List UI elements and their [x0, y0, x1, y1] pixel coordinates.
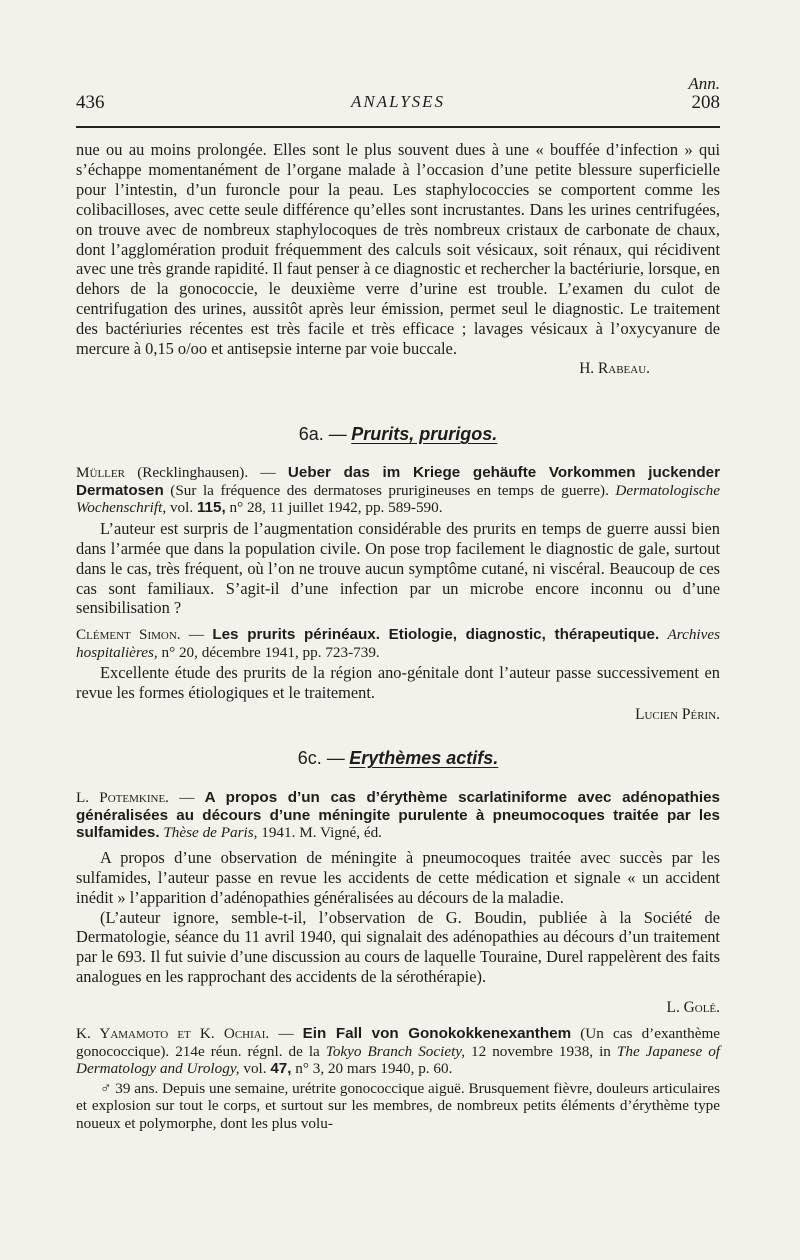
abstract-body: Excellente étude des prurits de la région ano-génitale dont l’auteur passe successivement en revue les formes étiologiques et le traitement.	[76, 663, 720, 703]
citation	[76, 626, 720, 661]
article-title: Ueber das im Kriege gehäufte Vorkommen juckender Dermatosen	[76, 464, 720, 499]
volume-number: 47,	[270, 1060, 292, 1078]
author: L. Potemkine. —	[76, 789, 195, 806]
signature-gole: L. Golé.	[666, 999, 720, 1016]
journal-name: The Japanese of Dermatology and Urology,	[76, 1042, 721, 1078]
title-translation: (Un cas d’exanthème gonococcique). 214e réun. régnl. de la	[76, 1025, 721, 1060]
issue-details: n° 3, 20 mars 1940, p. 60.	[295, 1060, 453, 1078]
author: K. Yamamoto et K. Ochiai. —	[76, 1025, 294, 1042]
section-number: 6a. —	[298, 424, 347, 444]
volume-label: vol.	[243, 1060, 267, 1078]
publisher: 1941. M. Vigné, éd.	[261, 824, 382, 842]
abstract-body: L’auteur est surpris de l’augmentation considérable des prurits en temps de guerre aussi bien dans l’armée que dans la population civile. On pose trop facilement le diagnostic de gale, surtout dans le cas, très fréquent, où l’on ne trouve aucun symptôme cutané, ni viscéral. Beaucoup de ces cas sont familiaux. S’agit-il d’une infection par un microbe encore inconnu ou d’une sensibilisation ?	[76, 518, 720, 618]
citation	[76, 464, 720, 517]
entry-simon	[76, 626, 720, 725]
title-translation: (Sur la fréquence des dermatoses prurigineuses en temps de guerre).	[170, 481, 609, 499]
volume-number: 115,	[196, 499, 226, 517]
section-heading-6c	[76, 747, 720, 769]
issue-details: n° 20, décembre 1941, pp. 723-739.	[161, 643, 380, 661]
intro-paragraph: nue ou au moins prolongée. Elles sont le plus souvent dues à une « bouffée d’infection » qui s’échappe momentanément de l’organe malade à l’occasion d’une petite blessure superficielle pour l’intestin, d’un furoncle pour la peau. Les staphylococcies se comportent comme les colibacilloses, avec cette seule différence qu’elles sont incrustantes. Dans les urines centrifugées, on trouve avec de nombreux staphylocoques de très nombreux cristaux de carbonate de chaux, dont l’agglomération produit fréquemment des calculs soit vésicaux, soit rénaux, qui récidivent avec une très grande rapidité. Il faut penser à ce diagnostic et rechercher la bactériurie, lorsque, en dehors de la gonococcie, le deuxième verre d’urine est trouble. L’examen du culot de centrifugation des urines, aussitôt après leur émission, permet seul le diagnostic. Le traitement des bactériuries récentes est très facile et très efficace ; lavages vésicaux à l’oxycyanure de mercure à 0,15 o/oo et antisepsie interne par voie buccale.	[76, 140, 720, 359]
section-number: 6c. —	[297, 748, 345, 768]
annals-page-number: 208	[691, 92, 720, 113]
issue-details: n° 28, 11 juillet 1942, pp. 589-590.	[229, 499, 443, 517]
author: Müller	[76, 464, 125, 481]
signature-perin: Lucien Périn.	[635, 706, 720, 723]
running-title: ANALYSES	[350, 92, 446, 111]
entry-potemkine	[76, 789, 720, 987]
citation	[76, 789, 720, 842]
society-name: Tokyo Branch Society,	[325, 1042, 466, 1060]
citation	[76, 1025, 720, 1078]
author: Clément Simon. —	[76, 626, 205, 643]
entry-yamamoto	[76, 1025, 720, 1133]
journal-name: Dermatologische Wochenschrift,	[76, 481, 720, 517]
abstract-body: ♂ 39 ans. Depuis une semaine, urétrite gonococcique aiguë. Brusquement fièvre, douleurs articulaires et explosion sur tout le corps, et surtout sur les membres, de nombreux petits éléments d’érythème type noueux et polymorphe, dont les plus volu-	[76, 1079, 720, 1132]
author-place: (Recklinghausen). —	[137, 464, 276, 481]
section-title: Erythèmes actifs.	[349, 748, 499, 768]
journal-name: Archives hospitalières,	[76, 626, 721, 661]
page-number: 436	[76, 92, 105, 113]
thesis-name: Thèse de Paris,	[163, 824, 258, 842]
running-head-annals: Ann.	[688, 74, 720, 93]
header-rule	[76, 126, 720, 128]
signature-rabeau: H. Rabeau.	[579, 359, 650, 377]
article-title: Les prurits périnéaux. Etiologie, diagnostic, thérapeutique.	[212, 626, 660, 643]
section-title: Prurits, prurigos.	[351, 424, 498, 444]
abstract-body: A propos d’une observation de méningite à pneumocoques traitée avec succès par les sulfamides, l’auteur passe en revue les accidents de cette médication et signale « un accident inédit » l’apparition d’adénopathies généralisées au décours de la maladie.	[76, 847, 720, 907]
entry-muller	[76, 464, 720, 618]
article-title: A propos d’un cas d’érythème scarlatiniforme avec adénopathies généralisées au décours d’une méningite purulente à pneumocoques traitée par les sulfamides.	[76, 789, 720, 842]
abstract-note: (L’auteur ignore, semble-t-il, l’observation de G. Boudin, publiée à la Société de Dermatologie, séance du 11 avril 1940, qui signalait des adénopathies au décours d’un traitement par le 693. Il fut suivie d’une discussion au cours de laquelle Touraine, Durel rappelèrent des faits analogues en les rapprochant des accidents de la sérothérapie).	[76, 907, 720, 987]
volume-label: vol.	[169, 499, 194, 517]
article-title: Ein Fall von Gonokokkenexanthem	[302, 1025, 572, 1042]
page-header	[76, 92, 720, 116]
section-heading-6a	[76, 423, 720, 445]
meeting-date: 12 novembre 1938, in	[471, 1042, 611, 1060]
intro-block	[76, 140, 720, 379]
